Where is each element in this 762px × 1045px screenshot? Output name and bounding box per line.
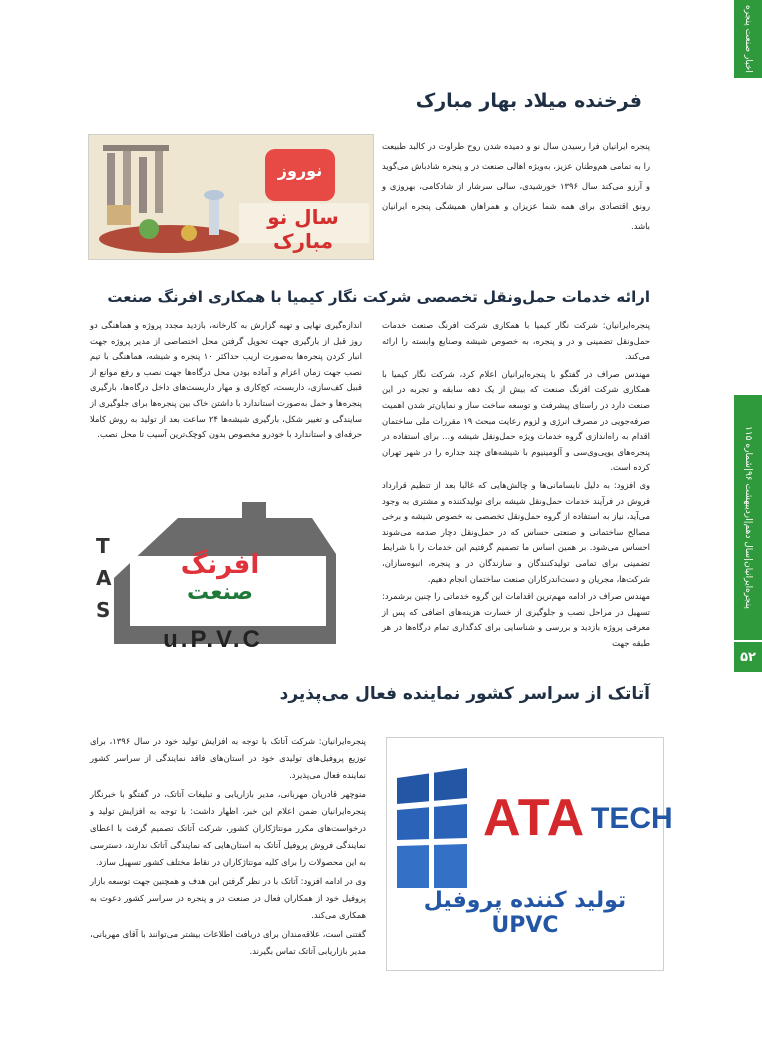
article2-paragraph: مهندس صراف در گفتگو با پنجره‌ایرانیان اعلام کرد، شرکت نگار کیمیا با همکاری شرکت افرنگ صنعت که بیش از یک دهه سابقه و تجربه در این صنعت دارد در راستای پیشرفت و توسعه ساخت ساز و نمایان‌تر شدن اهمیت صرفه‌جویی در مصرف انرژی و لزوم رعایت مبحث ۱۹ مقررات ملی ساختمان اقدام به راه‌اندازی گروه خدمات ویژه حمل‌ونقل شیشه و... برای استفاده در پنجره‌های یوپی‌وی‌سی و آلومینیوم با شیشه‌های چند جداره را در شهر تهران کرده است.: [382, 368, 650, 473]
section-tab-label: اخبار صنعت پنجره: [743, 5, 753, 73]
afrang-letter-a: A: [96, 566, 112, 590]
article1-body: [382, 136, 650, 238]
article3-paragraph: وی در ادامه افزود: آتاتک با در نظر گرفتن این هدف و همچنین جهت توسعه بازار پروفیل خود از همکاران فعال در صنعت در و پنجره در سراسر کشور دعوت به همکاری می‌کند.: [90, 876, 366, 920]
article1-title: فرخنده میلاد بهار مبارک: [415, 90, 642, 112]
article3-paragraph: گفتنی است، علاقه‌مندان برای دریافت اطلاعات بیشتر می‌توانند با آقای مهربانی، مدیر بازاریابی آتاتک تماس بگیرند.: [90, 929, 366, 956]
article2-title: ارائه خدمات حمل‌ونقل تخصصی شرکت نگار کیمیا با همکاری افرنگ صنعت: [107, 288, 650, 306]
article2-paragraph: پنجره‌ایرانیان: شرکت نگار کیمیا با همکاری شرکت افرنگ صنعت خدمات حمل‌ونقل تضمینی و در و پنجره، به خصوص شیشه وصنایع وابسته را ارائه می‌کند.: [382, 320, 650, 362]
afrang-letter-s: S: [96, 598, 111, 622]
nowruz-image: [88, 134, 374, 260]
article3-paragraph: پنجره‌ایرانیان: شرکت آتاتک با توجه به افزایش تولید خود در سال ۱۳۹۶، برای توزیع پروفیل‌های تولیدی خود در استان‌های فاقد نمایندگی از سراسر کشور نماینده فعال می‌پذیرد.: [90, 736, 367, 780]
atatech-brand-suffix: TECH: [591, 802, 673, 835]
afrang-logo: [90, 494, 362, 658]
atatech-tagline: تولید کننده پروفیل UPVC: [423, 888, 627, 938]
article3-paragraph: منوچهر قادریان مهربانی، مدیر بازاریابی و تبلیغات آتاتک، در گفتگو با خبرنگار پنجره‌ایرانیان ضمن اعلام این خبر، اظهار داشت: با توجه به افزایش تولید و درخواست‌های مکرر مونتاژکاران کشور، شرکت آتاتک تصمیم گرفت با اعطای نمایندگی فروش پروفیل آتاتک به استان‌هایی که نمایندگی آتاتک ندارند، دسترسی به این محصولات را برای کلیه مونتاژکاران در نقاط مختلف کشور تسهیل سازد.: [90, 789, 366, 867]
afrang-letter-t: T: [96, 534, 110, 558]
article1-paragraph: پنجره ایرانیان فرا رسیدن سال نو و دمیده شدن روح طراوت در کالبد طبیعت را به تمامی هم‌وطنان عزیز، به‌ویژه اهالی صنعت در و پنجره شادباش می‌گوید و آرزو می‌کند سال ۱۳۹۶ خورشیدی، سالی سرشار از شادکامی، بهروزی و رونق اقتصادی برای همه شما عزیزان و همراهان همیشگی پنجره ایرانیان باشد.: [382, 141, 650, 231]
nowruz-calligraphy: نوروز: [277, 161, 323, 180]
running-header-tab: [734, 395, 762, 640]
article2-paragraph: اندازه‌گیری نهایی و تهیه گزارش به کارخانه، بازدید مجدد پروژه و هماهنگی دو روز قبل از بارگیری جهت تحویل گرفتن محل اختصاصی از مدیر پروژه جهت انبار کردن پنجره‌ها به‌صورت اریب حداکثر ۱۰ پنجره و شیشه، هماهنگی با تیم نصب جهت زمان اعزام و آماده بودن محل درگاه‌ها جهت نصب و رفع موانع از قبیل کف‌سازی، داربست، کج‌کاری و مهار داربست‌های داخل درگاه‌ها، بارگیری پنجره‌ها و حمل به‌صورت استاندارد با داشتن خاک بین پنجره‌ها برای جلوگیری از سایندگی و تغییر شکل، بارگیری شیشه‌ها ۲۴ ساعت بعد از تولید به روش کاملا حرفه‌ای و استاندارد با خودرو مخصوص بدون کوچک‌ترین آسیب تا محل نصب.: [90, 320, 363, 440]
running-header-label: پنجره‌ایرانیان|سال دهم|اردیبهشت ۹۶|شماره ۱۱۵: [743, 426, 753, 609]
nowruz-greeting: سال نو مبارک: [267, 205, 339, 253]
section-tab: [734, 0, 762, 78]
article3-body: [90, 733, 366, 962]
article3-title: آتاتک از سراسر کشور نماینده فعال می‌پذیرد: [279, 684, 650, 704]
article2-paragraph: وی افزود: به دلیل نابسامانی‌ها و چالش‌هایی که غالبا بعد از تنظیم قرارداد فروش در فرآیند خدمات حمل‌ونقل شیشه برای تولیدکننده و مشتری به وجود می‌آید، نیاز به استفاده از گروه حمل‌ونقل تخصصی به خصوص شیشه و برخی مصالح ساختمانی و صنعتی حساس که در حمل‌ونقل دچار صدمه می‌شوند احساس می‌شود. بر همین اساس ما تصمیم گرفتیم این خدمات را با شرایط تضمینی برای تمامی تولیدکنندگان و سازندگان در و پنجره، انبوه‌سازان، شرکت‌ها، مجریان و دست‌اندرکاران صنعت ساختمان انجام دهیم.: [382, 479, 650, 584]
atatech-brand: ATA: [483, 789, 586, 847]
afrang-name-line1: افرنگ: [180, 550, 260, 580]
afrang-name-line2: صنعت: [187, 580, 253, 605]
atatech-logo: [386, 737, 673, 971]
article2-paragraph: مهندس صراف در ادامه مهم‌ترین اقدامات این گروه خدماتی را چنین برشمرد: تسهیل در مراحل نصب و جلوگیری از خسارت هزینه‌های اضافی که پس از معرفی پروژه بازدید و بررسی و شناسایی برای کدگذاری تمام درگاه‌ها در هر طبقه جهت: [382, 591, 650, 648]
article2-column-right: [382, 318, 650, 653]
page-number: ۵۲: [734, 642, 762, 672]
afrang-upvc-text: u.P.V.C: [163, 626, 263, 653]
article2-column-left: [90, 318, 362, 445]
